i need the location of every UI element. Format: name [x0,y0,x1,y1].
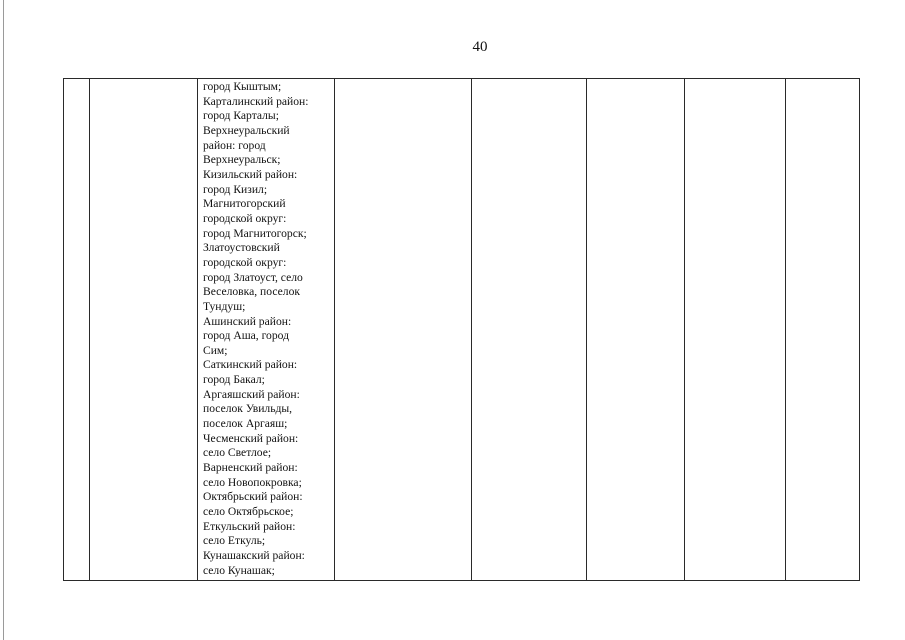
cell-text-line: Веселовка, поселок [203,285,300,299]
cell-text-line: Аргаяшский район: [203,387,300,401]
cell-text-line: Златоустовский [203,241,280,255]
cell-text-line: Карталинский район: [203,94,309,108]
column-border-5 [471,78,472,581]
cell-text-line: Еткульский район: [203,519,296,533]
table-cell-settlements [203,80,331,578]
cell-text-line: село Светлое; [203,446,272,460]
cell-text-line: село Новопокровка; [203,475,302,489]
cell-text-line: район: город [203,138,266,152]
cell-text-line: Варненский район: [203,461,298,475]
cell-text-line: Магнитогорский [203,197,286,211]
cell-text-line: город Бакал; [203,373,265,387]
cell-text-line: Тундуш; [203,299,246,313]
column-border-9 [859,78,860,581]
cell-text-line: город Златоуст, село [203,270,303,284]
page-number: 40 [472,39,488,55]
cell-text-line: Верхнеуральск; [203,153,281,167]
column-border-2 [89,78,90,581]
cell-text-line: городской округ: [203,211,287,225]
cell-text-line: город Кыштым; [203,80,282,93]
column-border-7 [684,78,685,581]
column-border-8 [785,78,786,581]
table-top-border [63,78,860,79]
cell-text-line: город Карталы; [203,109,279,123]
cell-text-line: село Еткуль; [203,534,266,548]
column-border-1 [63,78,64,581]
column-border-4 [334,78,335,581]
cell-text-line: Саткинский район: [203,358,298,372]
cell-text-line: городской округ: [203,255,287,269]
cell-text-line: город Кизил; [203,182,268,196]
cell-text-line: Ашинский район: [203,314,292,328]
cell-text-line: село Кунашак; [203,563,275,577]
cell-text-line: город Магнитогорск; [203,226,307,240]
cell-text-line: Октябрьский район: [203,490,303,504]
column-border-6 [586,78,587,581]
cell-text-line: село Октябрьское; [203,505,294,519]
cell-text-line: поселок Увильды, [203,402,293,416]
table-bottom-border [63,580,860,581]
cell-text-line: Чесменский район: [203,431,299,445]
cell-text-line: поселок Аргаяш; [203,417,288,431]
column-border-3 [197,78,198,581]
cell-text-line: Верхнеуральский [203,123,290,137]
cell-text-line: город Аша, город [203,329,289,343]
cell-text-line: Кунашакский район: [203,549,305,562]
cell-text-line: Сим; [203,343,228,357]
cell-text-line: Кизильский район: [203,167,298,181]
